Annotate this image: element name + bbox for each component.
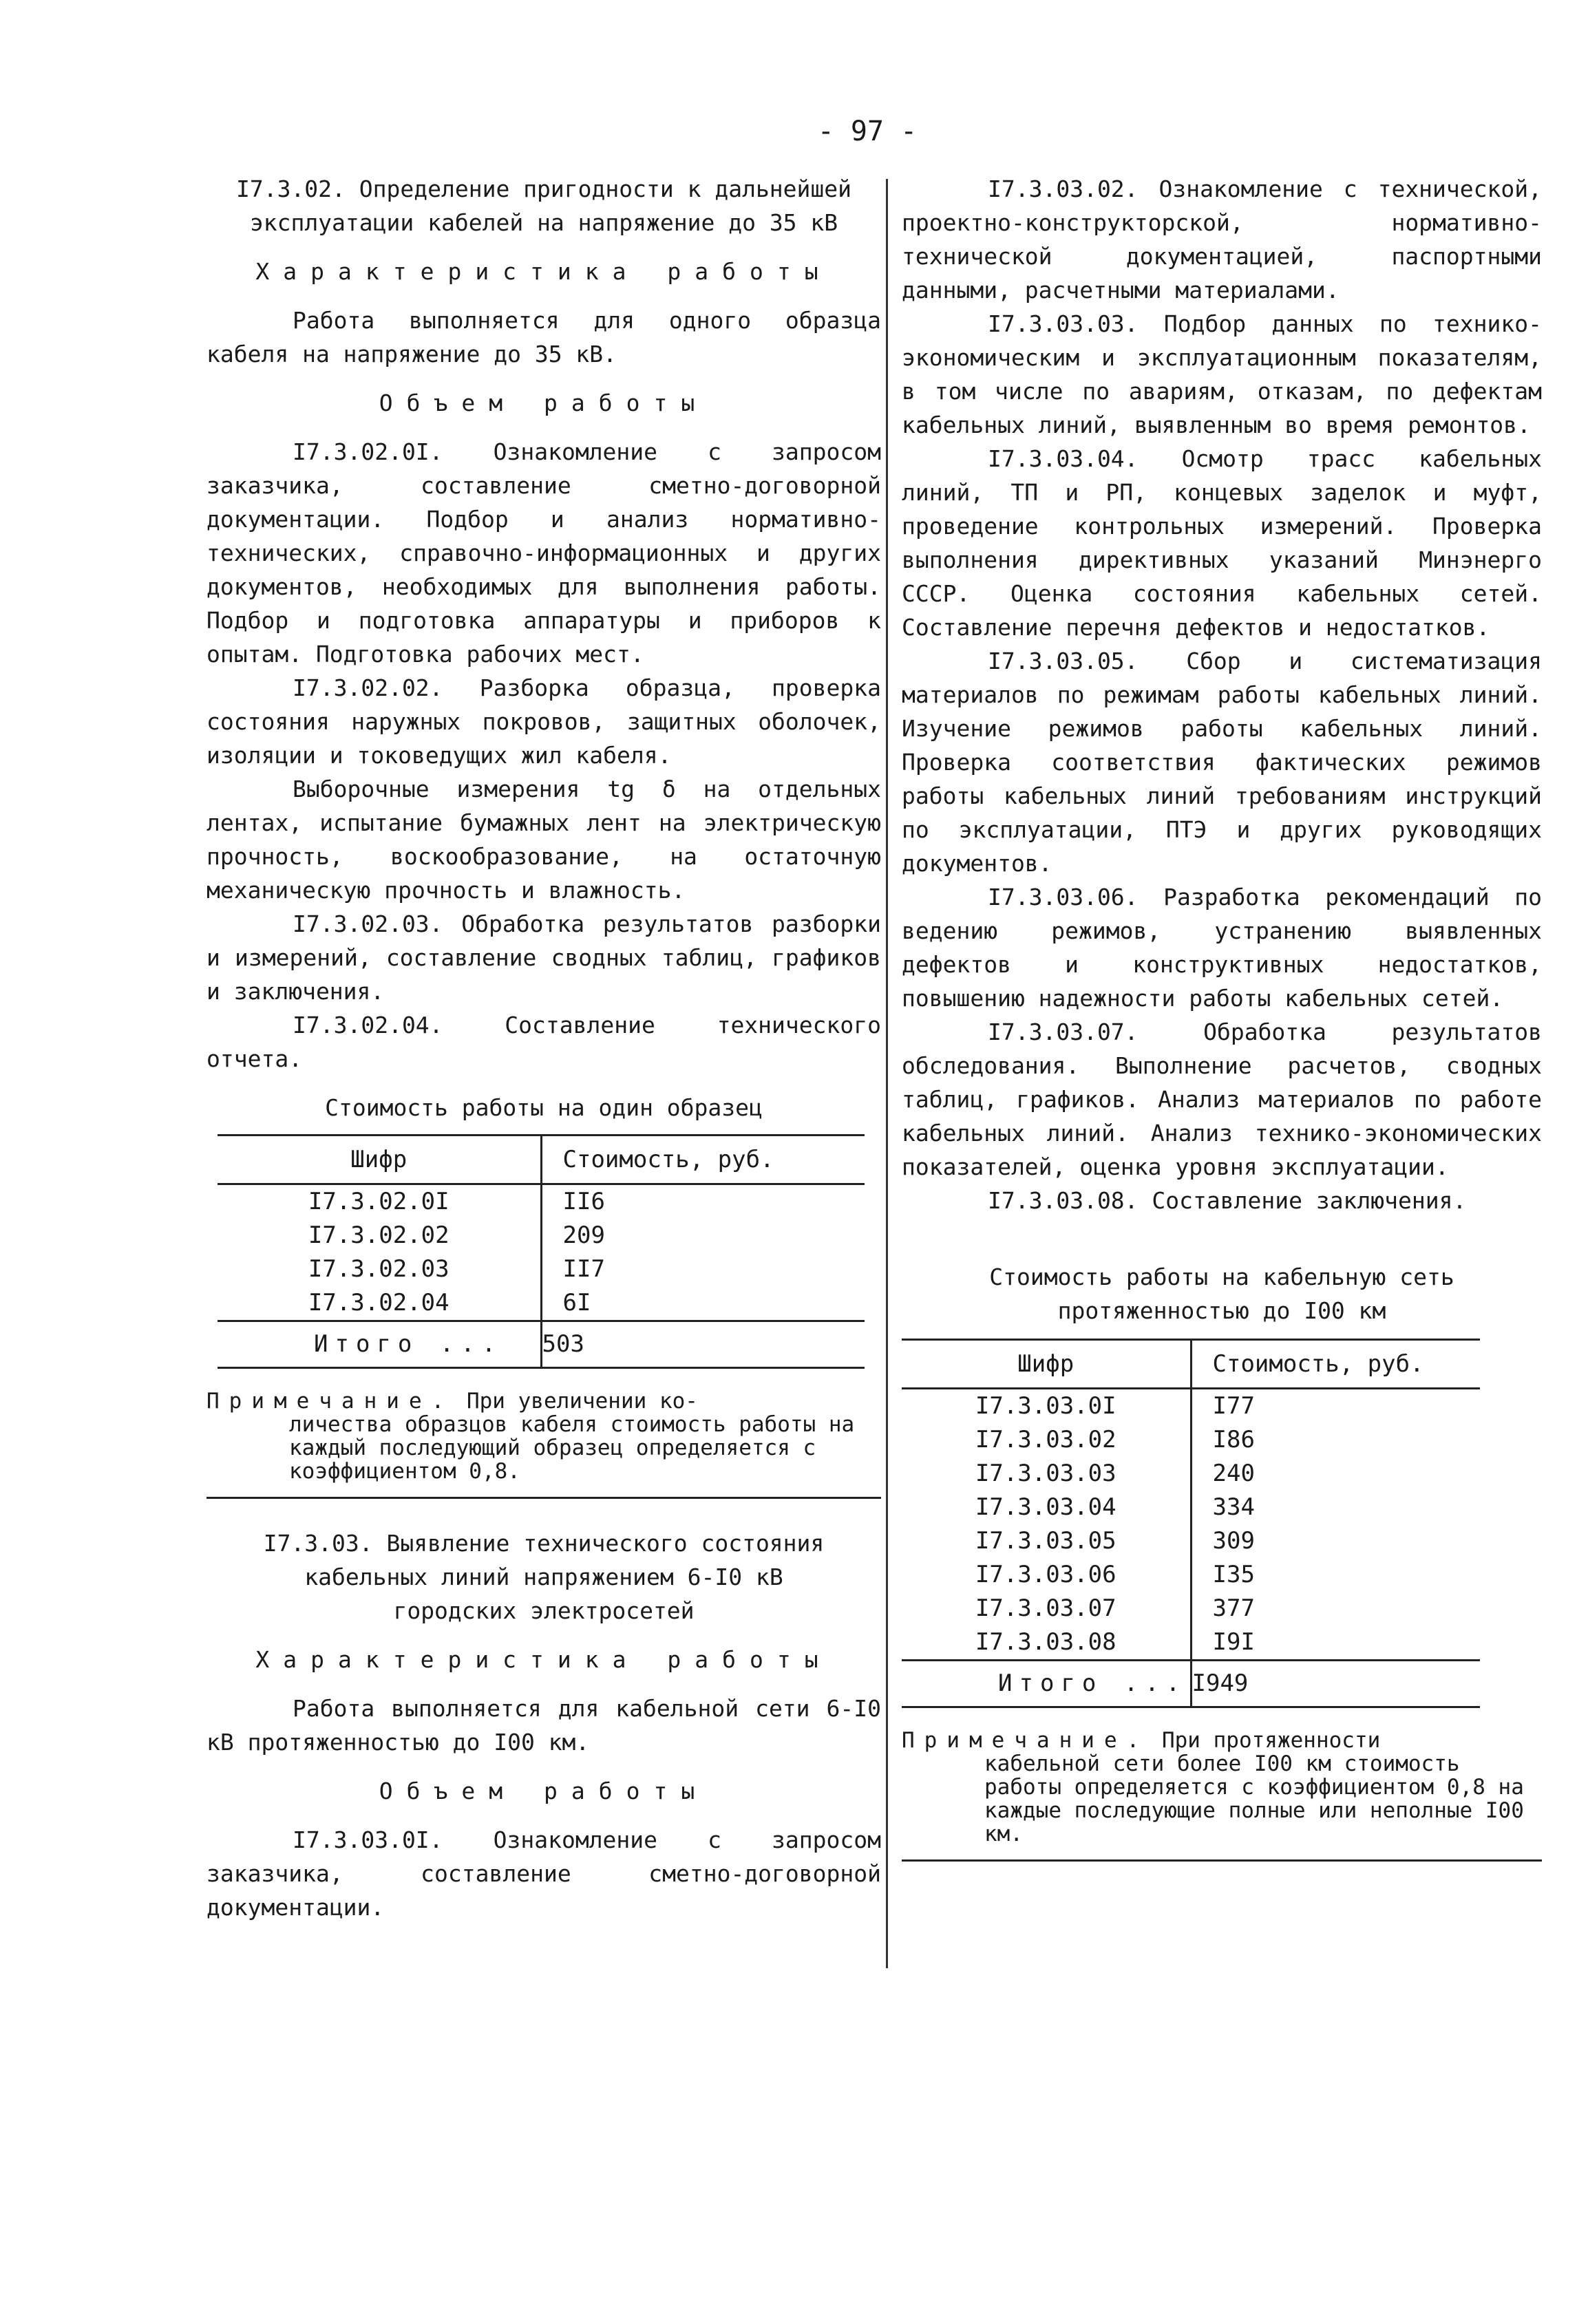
row-code: I7.3.02.0I [218,1184,541,1219]
row-code: I7.3.02.04 [218,1286,541,1321]
right-column [902,172,1542,1862]
work-item: I7.3.03.05. Сбор и систематизация материалов по режимам работы кабельных линий. Изучение режимов работы кабельных линий. Проверка соответствия фактических режимов работы кабельных линий требованиям инструкций по эксплуатации, ПТЭ и других руководящих документов. [902,648,1542,877]
work-item: I7.3.03.07. Обработка результатов обследования. Выполнение расчетов, сводных таблиц, графиков. Анализ материалов по работе кабельных линий. Анализ технико-экономических показателей, оценка уровня эксплуатации. [902,1019,1542,1180]
note-text: При увеличении ко- [466,1389,698,1414]
table-row [218,1219,865,1252]
characteristic-text: Работа выполняется для кабельной сети 6-I0 кВ протяженностью до I00 км. [207,1695,881,1756]
note-text: При протяженности [1161,1728,1381,1753]
row-code: I7.3.03.04 [902,1491,1191,1524]
total-label: Итого ... [218,1321,541,1368]
table-header: Шифр [902,1340,1191,1389]
table-header: Стоимость, руб. [541,1136,865,1184]
work-item: I7.3.02.0I. Ознакомление с запросом заказчика, составление сметно-договорной документации. Подбор и анализ нормативно-технических, справочно-информационных и других документов, необходимых для выполнения работы. Подбор и подготовка аппаратуры и приборов к опытам. Подготовка рабочих мест. [207,438,881,668]
table-total-row [902,1661,1480,1707]
cost-table [902,1339,1480,1708]
section-title: I7.3.03. Выявление технического состояния [263,1530,825,1557]
work-item: I7.3.02.02. Разборка образца, проверка состояния наружных покровов, защитных оболочек, изоляции и токоведущих жил кабеля. [207,674,881,769]
note [902,1729,1542,1862]
column-divider [886,179,888,1968]
total-label: Итого ... [902,1661,1191,1707]
note-label: Примечание. [207,1389,454,1414]
row-code: I7.3.02.02 [218,1219,541,1252]
total-value: I949 [1191,1661,1480,1707]
row-cost: 6I [562,1289,591,1316]
row-cost: I77 [1212,1392,1255,1420]
work-item: I7.3.03.04. Осмотр трасс кабельных линий, ТП и РП, концевых заделок и муфт, проведение контрольных измерений. Проверка выполнения директивных указаний Минэнерго СССР. Оценка состояния кабельных сетей. Составление перечня дефектов и недостатков. [902,445,1542,641]
row-cost: 309 [1212,1527,1255,1555]
work-item: I7.3.03.08. Составление заключения. [988,1187,1467,1214]
table-row [902,1491,1480,1524]
section-title: кабельных линий напряжением 6-I0 кВ [304,1564,783,1590]
table-row [902,1592,1480,1625]
row-code: I7.3.03.08 [902,1625,1191,1661]
table-row [218,1286,865,1321]
section-title: городских электросетей [393,1597,695,1624]
note-text: личества образцов кабеля стоимость работы на каждый последующий образец определяется с коэффициентом 0,8. [289,1412,855,1484]
work-item: I7.3.03.0I. Ознакомление с запросом заказчика, составление сметно-договорной документации. [207,1826,881,1921]
section-title: I7.3.02. Определение пригодности к дальнейшей [235,175,852,202]
row-cost: I9I [1212,1628,1255,1656]
scope-heading: Объем работы [379,1778,709,1804]
note [207,1389,881,1499]
left-column [207,172,881,1924]
row-code: I7.3.03.05 [902,1524,1191,1558]
row-code: I7.3.03.06 [902,1558,1191,1592]
characteristic-heading: Характеристика работы [255,1646,832,1673]
table-row [218,1252,865,1286]
row-cost: 377 [1212,1595,1255,1622]
row-cost: I86 [1212,1426,1255,1453]
row-code: I7.3.03.07 [902,1592,1191,1625]
work-item: Выборочные измерения tg δ на отдельных лентах, испытание бумажных лент на электрическую прочность, воскообразование, на остаточную механическую прочность и влажность. [207,776,881,904]
scope-heading: Объем работы [379,390,709,416]
row-cost: 334 [1212,1493,1255,1521]
table-row [902,1625,1480,1661]
row-cost: 209 [562,1222,605,1249]
work-item: I7.3.02.03. Обработка результатов разборки и измерений, составление сводных таблиц, графиков и заключения. [207,910,881,1005]
table-row [218,1184,865,1219]
row-cost: I35 [1212,1561,1255,1588]
note-label: Примечание. [902,1728,1150,1753]
note-text: кабельной сети более I00 км стоимость работы определяется с коэффициентом 0,8 на каждые последующие полные или неполные I00 км. [984,1751,1524,1846]
table-caption: Стоимость работы на один образец [325,1094,763,1121]
table-row [902,1524,1480,1558]
characteristic-heading: Характеристика работы [255,258,832,285]
work-item: I7.3.03.02. Ознакомление с технической, проектно-конструкторской, нормативно-технической документацией, паспортными данными, расчетными материалами. [902,175,1542,303]
table-total-row [218,1321,865,1368]
row-cost: 240 [1212,1460,1255,1487]
total-value: 503 [541,1321,865,1368]
table-caption: Стоимость работы на кабельную сеть [989,1264,1454,1290]
table-row [902,1457,1480,1491]
page-number: - 97 - [817,116,918,147]
table-row [902,1558,1480,1592]
table-header: Шифр [218,1136,541,1184]
section-title: эксплуатации кабелей на напряжение до 35 кВ [249,209,838,236]
row-cost: II7 [562,1255,605,1283]
table-row [902,1389,1480,1424]
row-cost: II6 [562,1188,605,1215]
cost-table [218,1134,865,1369]
row-code: I7.3.03.0I [902,1389,1191,1424]
table-header: Стоимость, руб. [1191,1340,1480,1389]
row-code: I7.3.03.02 [902,1423,1191,1457]
row-code: I7.3.03.03 [902,1457,1191,1491]
row-code: I7.3.02.03 [218,1252,541,1286]
characteristic-text: Работа выполняется для одного образца кабеля на напряжение до 35 кВ. [207,307,881,367]
table-caption: протяженностью до I00 км [1057,1297,1386,1324]
work-item: I7.3.02.04. Составление технического отчета. [207,1012,881,1072]
work-item: I7.3.03.06. Разработка рекомендаций по ведению режимов, устранению выявленных дефектов и конструктивных недостатков, повышению надежности работы кабельных сетей. [902,884,1542,1012]
table-row [902,1423,1480,1457]
work-item: I7.3.03.03. Подбор данных по технико-экономическим и эксплуатационным показателям, в том числе по авариям, отказам, по дефектам кабельных линий, выявленным во время ремонтов. [902,310,1542,438]
